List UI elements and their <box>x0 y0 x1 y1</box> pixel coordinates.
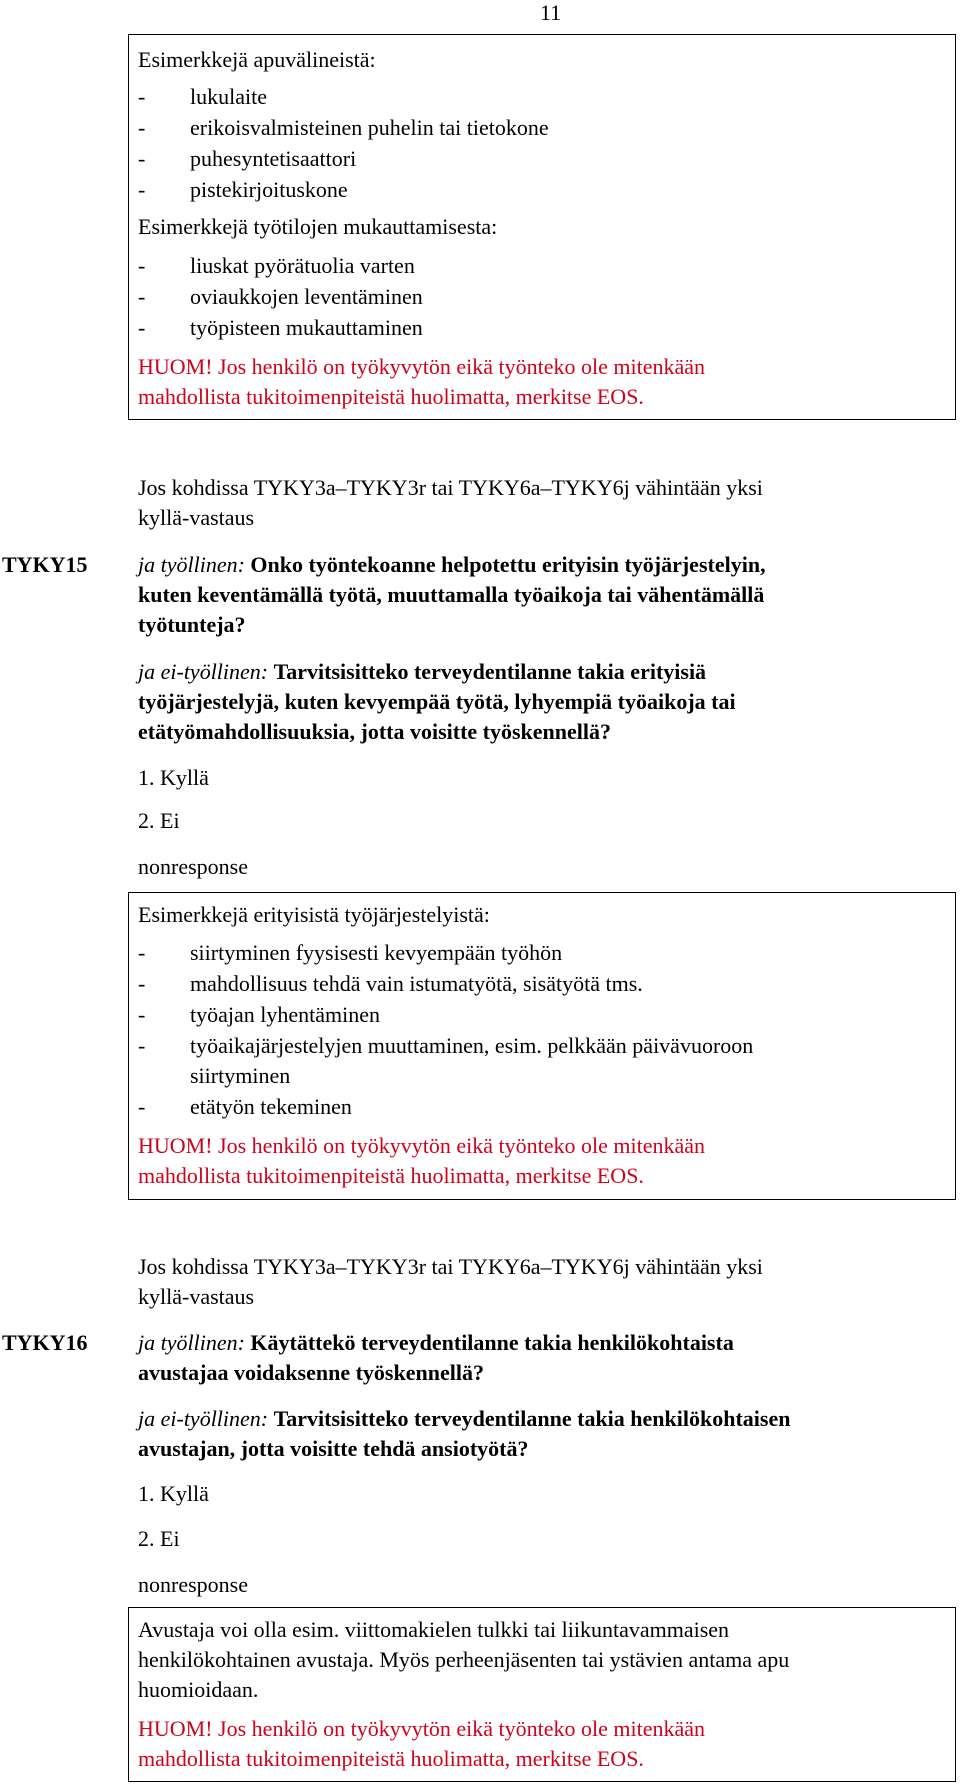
question-text: avustajan, jotta voisitte tehdä ansiotyötä? <box>138 1436 529 1461</box>
list-item: oviaukkojen leventäminen <box>190 284 423 309</box>
dash: - <box>138 1033 146 1058</box>
question-text: työjärjestelyjä, kuten kevyempää työtä, lyhyempiä työaikoja tai <box>138 689 736 714</box>
info-text: huomioidaan. <box>138 1677 259 1702</box>
answer-option-nonresponse: nonresponse <box>138 1572 248 1597</box>
condition-text: Jos kohdissa TYKY3a–TYKY3r tai TYKY6a–TYKY6j vähintään yksi <box>138 475 763 500</box>
question-text: etätyömahdollisuuksia, jotta voisitte työskennellä? <box>138 719 612 744</box>
box-heading: Esimerkkejä työtilojen mukauttamisesta: <box>138 214 498 239</box>
note-line: HUOM! Jos henkilö on työkyvytön eikä työnteko ole mitenkään <box>138 354 706 379</box>
question-employed-line <box>138 1330 734 1356</box>
condition-text: kyllä-vastaus <box>138 1284 255 1309</box>
question-code: TYKY15 <box>2 552 88 577</box>
nonemployed-label: ja ei-työllinen: <box>138 1406 269 1431</box>
list-item: pistekirjoituskone <box>190 177 348 202</box>
list-item: erikoisvalmisteinen puhelin tai tietokone <box>190 115 549 140</box>
note-line: mahdollista tukitoimenpiteistä huolimatta, merkitse EOS. <box>138 1163 644 1188</box>
dash: - <box>138 971 146 996</box>
question-text: kuten keventämällä työtä, muuttamalla työaikoja tai vähentämällä <box>138 582 765 607</box>
dash: - <box>138 1094 146 1119</box>
question-text: Tarvitsisitteko terveydentilanne takia henkilökohtaisen <box>273 1406 791 1431</box>
question-code: TYKY16 <box>2 1330 88 1355</box>
list-item: lukulaite <box>190 84 267 109</box>
question-text: työtunteja? <box>138 612 246 637</box>
info-text: henkilökohtainen avustaja. Myös perheenjäsenten tai ystävien antama apu <box>138 1647 790 1672</box>
dash: - <box>138 315 146 340</box>
info-text: Avustaja voi olla esim. viittomakielen tulkki tai liikuntavammaisen <box>138 1617 730 1642</box>
note-line: HUOM! Jos henkilö on työkyvytön eikä työnteko ole mitenkään <box>138 1716 706 1741</box>
dash: - <box>138 177 146 202</box>
employed-label: ja työllinen: <box>138 1330 245 1355</box>
condition-text: Jos kohdissa TYKY3a–TYKY3r tai TYKY6a–TYKY6j vähintään yksi <box>138 1254 763 1279</box>
dash: - <box>138 1002 146 1027</box>
page-number: 11 <box>540 0 562 25</box>
question-employed-line <box>138 552 766 578</box>
question-text: Tarvitsisitteko terveydentilanne takia erityisiä <box>273 659 707 684</box>
list-item: työajan lyhentäminen <box>190 1002 380 1027</box>
question-nonemployed-line <box>138 659 706 685</box>
question-nonemployed-line <box>138 1406 790 1432</box>
answer-option-yes: 1. Kyllä <box>138 765 209 790</box>
box-heading: Esimerkkejä erityisistä työjärjestelyistä: <box>138 902 490 927</box>
note-line: mahdollista tukitoimenpiteistä huolimatta, merkitse EOS. <box>138 1746 644 1771</box>
note-line: mahdollista tukitoimenpiteistä huolimatta, merkitse EOS. <box>138 384 644 409</box>
condition-text: kyllä-vastaus <box>138 505 255 530</box>
question-text: avustajaa voidaksenne työskennellä? <box>138 1360 484 1385</box>
dash: - <box>138 146 146 171</box>
list-item: etätyön tekeminen <box>190 1094 352 1119</box>
question-text: Onko työntekoanne helpotettu erityisin työjärjestelyin, <box>250 552 766 577</box>
dash: - <box>138 940 146 965</box>
list-item: siirtyminen fyysisesti kevyempään työhön <box>190 940 563 965</box>
employed-label: ja työllinen: <box>138 552 245 577</box>
question-text: Käytättekö terveydentilanne takia henkilökohtaista <box>250 1330 734 1355</box>
list-item: liuskat pyörätuolia varten <box>190 253 415 278</box>
note-line: HUOM! Jos henkilö on työkyvytön eikä työnteko ole mitenkään <box>138 1133 706 1158</box>
dash: - <box>138 84 146 109</box>
list-item-continuation: siirtyminen <box>190 1063 291 1088</box>
nonemployed-label: ja ei-työllinen: <box>138 659 269 684</box>
answer-option-no: 2. Ei <box>138 1526 180 1551</box>
list-item: työaikajärjestelyjen muuttaminen, esim. pelkkään päivävuoroon <box>190 1033 754 1058</box>
list-item: työpisteen mukauttaminen <box>190 315 423 340</box>
dash: - <box>138 115 146 140</box>
dash: - <box>138 253 146 278</box>
list-item: puhesyntetisaattori <box>190 146 357 171</box>
box-heading: Esimerkkejä apuvälineistä: <box>138 47 376 72</box>
answer-option-nonresponse: nonresponse <box>138 854 248 879</box>
dash: - <box>138 284 146 309</box>
list-item: mahdollisuus tehdä vain istumatyötä, sisätyötä tms. <box>190 971 643 996</box>
answer-option-yes: 1. Kyllä <box>138 1481 209 1506</box>
answer-option-no: 2. Ei <box>138 808 180 833</box>
